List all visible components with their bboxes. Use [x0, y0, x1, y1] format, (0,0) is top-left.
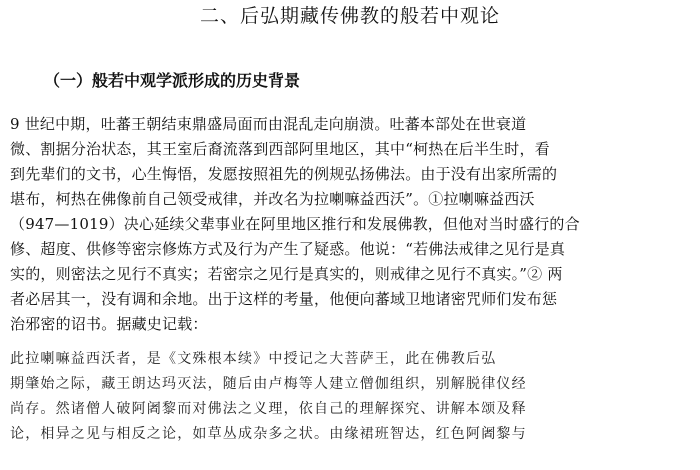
- paragraph-line: 者必居其一，没有调和余地。出于这样的考量，他便向蕃域卫地诸密咒师们发布惩: [10, 290, 558, 308]
- quote-line: 此拉喇嘛益西沃者，是《文殊根本续》中授记之大菩萨王，此在佛教后弘: [10, 351, 497, 367]
- section-heading: （一）般若中观学派形成的历史背景: [44, 71, 301, 90]
- paragraph-line: 到先辈们的文书，心生悔悟，发愿按照祖先的例规弘扬佛法。由于没有出家所需的: [10, 165, 558, 183]
- paragraph-line: 治邪密的诏书。据藏史记载：: [10, 315, 208, 333]
- quote-line: 论，相异之见与相反之论，如草丛成杂多之状。由缘裙班智达，红色阿阇黎与: [10, 426, 527, 442]
- chapter-title: 二、后弘期藏传佛教的般若中观论: [199, 5, 500, 27]
- paragraph-line: 9 世纪中期，吐蕃王朝结束鼎盛局面而由混乱走向崩溃。吐蕃本部处在世衰道: [10, 115, 527, 133]
- quote-line: 期肇始之际，藏王朗达玛灭法，随后由卢梅等人建立僧伽组织，别解脱律仪经: [10, 376, 527, 392]
- paragraph-line: 实的，则密法之见行不真实；若密宗之见行是真实的，则戒律之见行不真实。”② 两: [10, 265, 563, 283]
- paragraph-line: 修、超度、供修等密宗修炼方式及行为产生了疑惑。他说：“若佛法戒律之见行是真: [10, 240, 566, 258]
- paragraph-line: 微、割据分治状态，其王室后裔流落到西部阿里地区，其中“柯热在后半生时，看: [10, 140, 550, 158]
- paragraph-line: （947—1019）决心延续父辈事业在阿里地区推行和发展佛教，但他对当时盛行的合: [10, 215, 580, 233]
- paragraph-line: 堪布，柯热在佛像前自己领受戒律，并改名为拉喇嘛益西沃”。①拉喇嘛益西沃: [10, 190, 535, 208]
- quote-line: 尚存。然诸僧人破阿阇黎而对佛法之义理，依自己的理解探究、讲解本颂及释: [10, 401, 527, 417]
